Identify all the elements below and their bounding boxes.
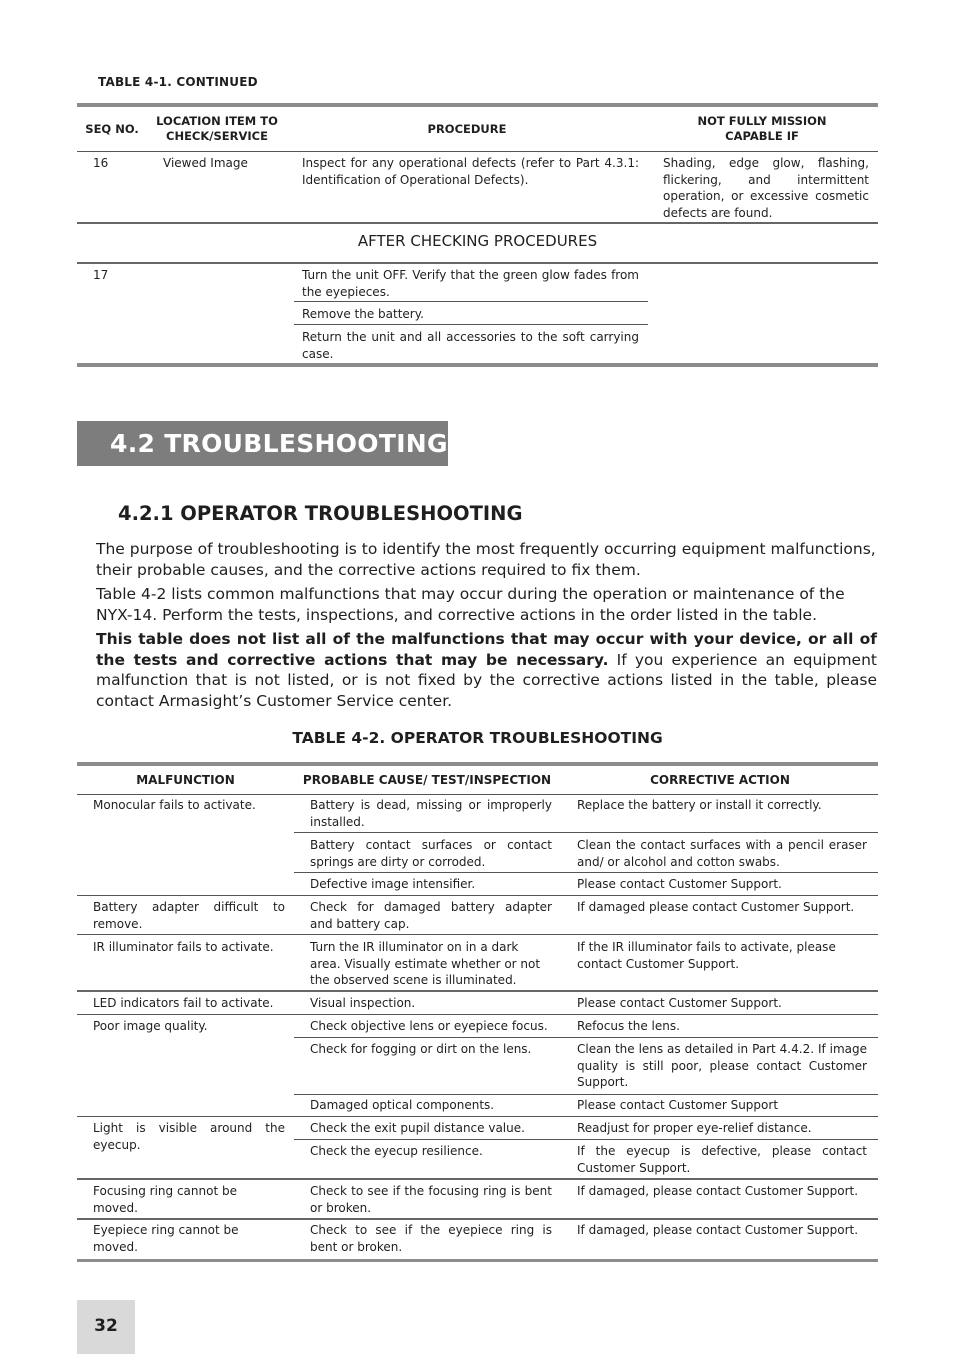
malfunction-cell: LED indicators fail to activate.	[93, 996, 274, 1010]
after-checking-heading: AFTER CHECKING PROCEDURES	[357, 232, 598, 250]
group-divider	[77, 990, 878, 992]
header-divider	[77, 794, 878, 795]
step-divider	[294, 324, 648, 325]
cause-cell: Check for damaged battery adapter and battery cap.	[310, 900, 552, 931]
section-title: 4.2 TROUBLESHOOTING	[110, 429, 448, 458]
malfunction-cell: Eyepiece ring cannot be moved.	[93, 1223, 239, 1254]
action-cell: If the eyecup is defective, please contact Customer Support.	[577, 1144, 867, 1175]
header-location-line1: LOCATION ITEM TO	[156, 114, 278, 128]
header-seq: SEQ NO.	[85, 121, 139, 136]
row17-step: Return the unit and all accessories to the soft carrying case.	[302, 330, 639, 361]
cause-cell: Battery is dead, missing or improperly installed.	[310, 798, 552, 829]
cause-cell: Check the exit pupil distance value.	[310, 1121, 525, 1135]
note-rest: If you experience an equipment malfunction that is not listed, or is not fixed by the corrective actions listed in the table, please contact Armasight’s Customer Service center.	[96, 650, 877, 710]
row-divider	[294, 1037, 878, 1038]
malfunction-cell: Poor image quality.	[93, 1019, 208, 1033]
cause-cell: Battery contact surfaces or contact springs are dirty or corroded.	[310, 838, 552, 869]
page-number: 32	[94, 1316, 118, 1336]
header-divider	[77, 151, 878, 152]
cause-cell: Check the eyecup resilience.	[310, 1144, 483, 1158]
group-divider	[77, 1116, 878, 1117]
group-divider	[77, 1178, 878, 1180]
cause-cell: Check objective lens or eyepiece focus.	[310, 1019, 548, 1033]
group-divider	[77, 934, 878, 935]
row-divider	[294, 872, 878, 873]
paragraph-note	[96, 629, 877, 711]
header-nfmc-line1: NOT FULLY MISSION	[697, 114, 827, 128]
row16-seq: 16	[93, 156, 109, 170]
action-cell: If the IR illuminator fails to activate, please contact Customer Support.	[577, 940, 836, 971]
header-location-line2: CHECK/SERVICE	[166, 129, 268, 143]
group-divider	[77, 1014, 878, 1015]
action-cell: Please contact Customer Support.	[577, 996, 782, 1010]
action-cell: If damaged, please contact Customer Support.	[577, 1223, 859, 1237]
header-location	[147, 107, 287, 151]
action-cell: If damaged, please contact Customer Support.	[577, 1184, 859, 1198]
row16-procedure: Inspect for any operational defects (refer to Part 4.3.1: Identification of Operational Defects).	[302, 156, 639, 187]
malfunction-cell: IR illuminator fails to activate.	[93, 940, 274, 954]
row17-step: Remove the battery.	[302, 307, 424, 321]
group-divider	[77, 1218, 878, 1220]
header-action: CORRECTIVE ACTION	[650, 773, 790, 787]
header-malfunction: MALFUNCTION	[136, 773, 235, 787]
row17-step: Turn the unit OFF. Verify that the green glow fades from the eyepieces.	[302, 268, 639, 299]
cause-cell: Visual inspection.	[310, 996, 416, 1010]
cause-cell: Defective image intensifier.	[310, 877, 476, 891]
row-divider	[294, 1094, 878, 1095]
action-cell: Please contact Customer Support.	[577, 877, 782, 891]
header-nfmc-line2: CAPABLE IF	[725, 129, 799, 143]
paragraph: The purpose of troubleshooting is to identify the most frequently occurring equipment malfunctions, their probable causes, and the corrective actions required to fix them.	[96, 540, 876, 579]
paragraph: Table 4-2 lists common malfunctions that may occur during the operation or maintenance of the NYX-14. Perform the tests, inspections, and corrective actions in the order listed in the table.	[96, 585, 845, 624]
step-divider	[294, 301, 648, 302]
header-procedure: PROCEDURE	[427, 121, 507, 136]
action-cell: Readjust for proper eye-relief distance.	[577, 1121, 812, 1135]
page-number-box	[77, 1300, 135, 1354]
subsection-title: 4.2.1 OPERATOR TROUBLESHOOTING	[118, 502, 523, 525]
table-bottom-rule	[77, 363, 878, 367]
malfunction-cell: Battery adapter difficult to remove.	[93, 900, 285, 931]
row-divider	[294, 1139, 878, 1140]
row-divider	[294, 832, 878, 833]
malfunction-cell: Light is visible around the eyecup.	[93, 1121, 285, 1152]
malfunction-cell: Monocular fails to activate.	[93, 798, 256, 812]
row16-nfmc: Shading, edge glow, flashing, flickering, and intermittent operation, or excessive cosmetic defects are found.	[663, 156, 869, 220]
table-bottom-rule	[77, 1259, 878, 1262]
header-nfmc	[652, 107, 872, 151]
table-caption: TABLE 4-2. OPERATOR TROUBLESHOOTING	[292, 729, 663, 747]
row-divider	[77, 222, 878, 224]
action-cell: Clean the lens as detailed in Part 4.4.2. If image quality is still poor, please contact Customer Support.	[577, 1042, 867, 1089]
cause-cell: Damaged optical components.	[310, 1098, 495, 1112]
table-header-row	[77, 107, 878, 151]
action-cell: Please contact Customer Support	[577, 1098, 779, 1112]
cause-cell: Turn the IR illuminator on in a dark area. Visually estimate whether or not the observed scene is illuminated.	[310, 940, 541, 987]
row16-location: Viewed Image	[163, 156, 248, 170]
action-cell: Replace the battery or install it correctly.	[577, 798, 822, 812]
row17-seq: 17	[93, 268, 109, 282]
note-bold: This table does not list all of the malfunctions that may occur with your device, or all of the tests and corrective actions that may be necessary.	[96, 630, 877, 669]
malfunction-cell: Focusing ring cannot be moved.	[93, 1184, 237, 1215]
section-banner	[77, 421, 448, 466]
table-caption: TABLE 4-1. CONTINUED	[98, 75, 258, 89]
row-divider	[77, 262, 878, 264]
header-cause: PROBABLE CAUSE/ TEST/INSPECTION	[302, 773, 552, 787]
cause-cell: Check to see if the focusing ring is bent or broken.	[310, 1184, 552, 1215]
group-divider	[77, 895, 878, 896]
cause-cell: Check for fogging or dirt on the lens.	[310, 1042, 532, 1056]
action-cell: Clean the contact surfaces with a pencil eraser and/ or alcohol and cotton swabs.	[577, 838, 867, 869]
cause-cell: Check to see if the eyepiece ring is bent or broken.	[310, 1223, 552, 1254]
action-cell: Refocus the lens.	[577, 1019, 680, 1033]
action-cell: If damaged please contact Customer Support.	[577, 900, 855, 914]
